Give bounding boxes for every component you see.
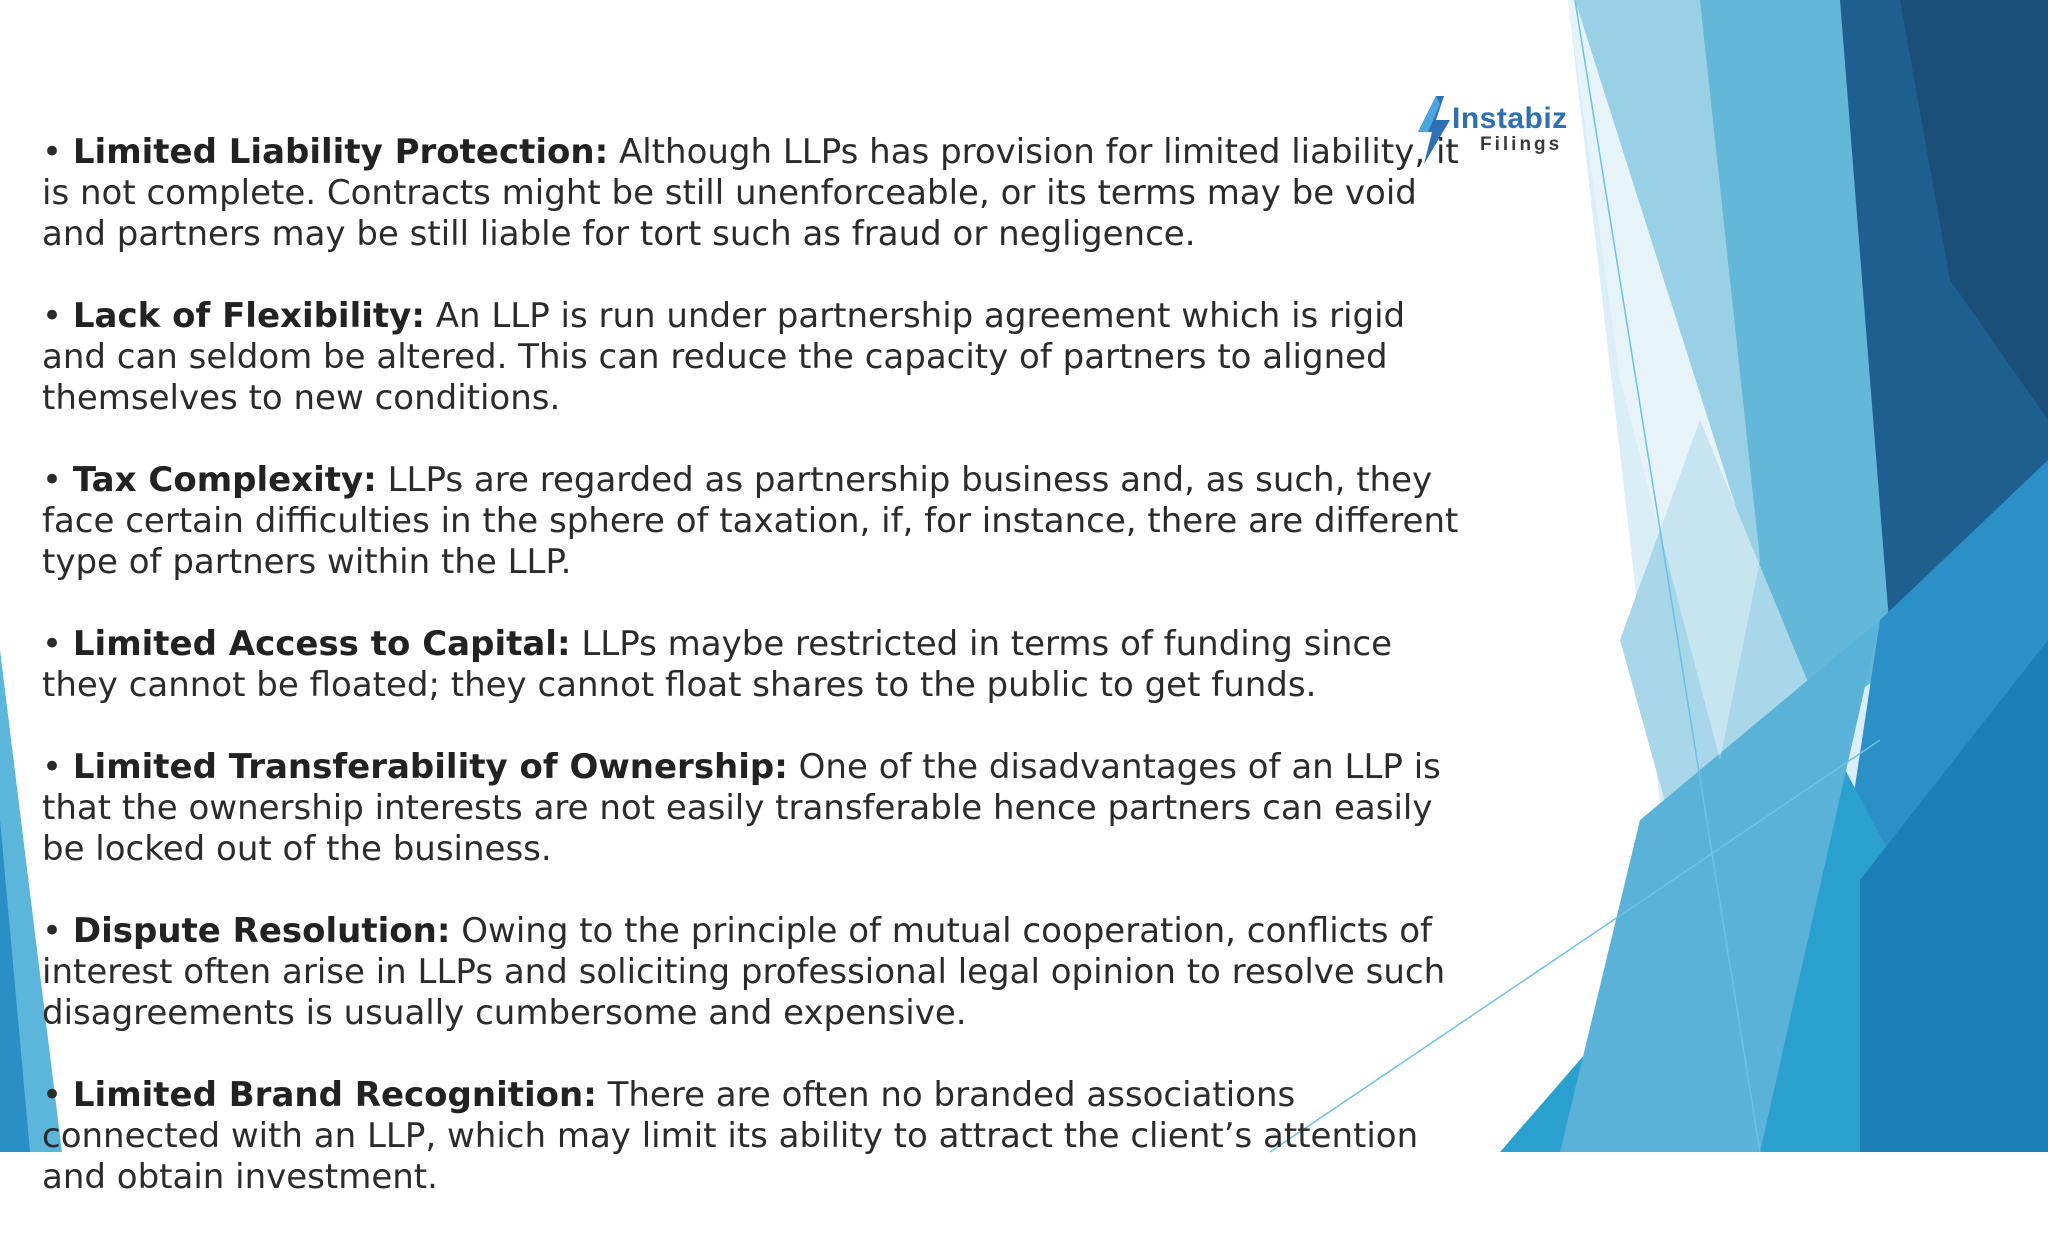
item-title: Limited Brand Recognition: bbox=[72, 1075, 597, 1115]
bullet-mark: • bbox=[42, 296, 63, 336]
bullet-mark: • bbox=[42, 911, 63, 951]
list-item bbox=[42, 1075, 1462, 1198]
item-title: Tax Complexity: bbox=[72, 460, 377, 500]
item-body: LLPs are regarded as partnership business and, as such, they face certain difficulties in the sphere of taxation, if, for instance, there are different type of partners within the LLP. bbox=[42, 460, 1459, 582]
bullet-list bbox=[42, 132, 1462, 1239]
list-item bbox=[42, 132, 1462, 255]
item-body: An LLP is run under partnership agreement which is rigid and can seldom be altered. This can reduce the capacity of partners to aligned themselves to new conditions. bbox=[42, 296, 1406, 418]
list-item bbox=[42, 296, 1462, 419]
item-title: Lack of Flexibility: bbox=[72, 296, 425, 336]
logo-name: Instabiz bbox=[1452, 102, 1568, 135]
list-item bbox=[42, 747, 1462, 870]
item-title: Dispute Resolution: bbox=[72, 911, 451, 951]
item-title: Limited Transferability of Ownership: bbox=[72, 747, 788, 787]
bullet-mark: • bbox=[42, 1075, 63, 1115]
list-item bbox=[42, 911, 1462, 1034]
bullet-mark: • bbox=[42, 747, 63, 787]
item-body: One of the disadvantages of an LLP is that the ownership interests are not easily transferable hence partners can easily be locked out of the business. bbox=[42, 747, 1441, 869]
list-item bbox=[42, 460, 1462, 583]
bullet-mark: • bbox=[42, 460, 63, 500]
bullet-mark: • bbox=[42, 624, 63, 664]
item-title: Limited Liability Protection: bbox=[72, 132, 609, 172]
item-title: Limited Access to Capital: bbox=[72, 624, 571, 664]
bullet-mark: • bbox=[42, 132, 63, 172]
logo-subtitle: Filings bbox=[1480, 134, 1563, 155]
list-item bbox=[42, 624, 1462, 706]
item-body: There are often no branded associations connected with an LLP, which may limit its ability to attract the client’s attention and obtain investment. bbox=[42, 1075, 1419, 1197]
item-body: Although LLPs has provision for limited liability, it is not complete. Contracts might be still unenforceable, or its terms may be void and partners may be still liable for tort such as fraud or negligence. bbox=[42, 132, 1459, 254]
item-body: LLPs maybe restricted in terms of funding since they cannot be floated; they cannot float shares to the public to get funds. bbox=[42, 624, 1393, 705]
item-body: Owing to the principle of mutual cooperation, conflicts of interest often arise in LLPs and soliciting professional legal opinion to resolve such disagreements is usually cumbersome and expensive. bbox=[42, 911, 1446, 1033]
